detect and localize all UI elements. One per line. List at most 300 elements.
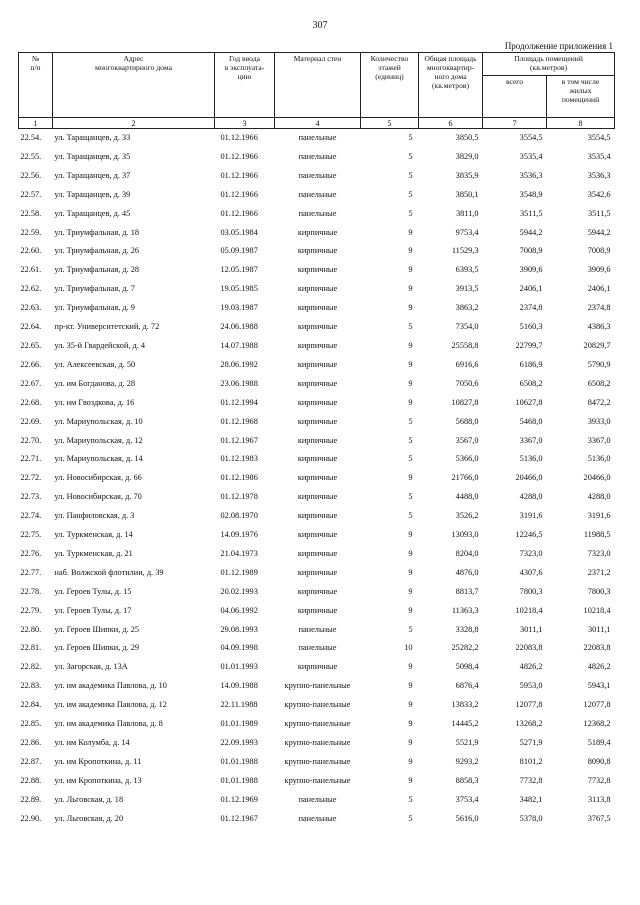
- table-row: [19, 432, 615, 451]
- address-cell: ул. Туркменская, д. 14: [54, 530, 133, 540]
- row-number: 22.64.: [20, 322, 42, 332]
- address-cell: ул. Таращанцев, д. 37: [54, 170, 131, 180]
- header-total-area: Общая площадь многоквартир- ного дома (кв.метров): [419, 53, 483, 118]
- table-header-row: [19, 53, 615, 76]
- premises-residential-cell: 8472,2: [587, 397, 611, 407]
- floors-cell: 5: [408, 189, 413, 199]
- housing-table: [18, 52, 615, 829]
- premises-residential-cell: 20466,0: [583, 473, 611, 483]
- premises-total-cell: 5944,2: [519, 227, 543, 237]
- material-cell: кирпичные: [297, 530, 338, 540]
- row-number: 22.62.: [20, 284, 42, 294]
- row-number: 22.81.: [20, 643, 42, 653]
- total-area-cell: 3913,5: [455, 284, 479, 294]
- total-area-cell: 8858,3: [455, 775, 479, 785]
- address-cell: ул. им Богданова, д. 28: [54, 378, 136, 388]
- total-area-cell: 3829,0: [455, 151, 479, 161]
- year-cell: 01.12.1968: [220, 416, 258, 426]
- material-cell: кирпичные: [297, 416, 338, 426]
- floors-cell: 9: [408, 246, 413, 256]
- total-area-cell: 3811,0: [455, 208, 479, 218]
- premises-total-cell: 8101,2: [519, 756, 543, 766]
- row-number: 22.72.: [20, 473, 42, 483]
- row-number: 22.73.: [20, 492, 42, 502]
- address-cell: ул. Новосибирская, д. 70: [54, 492, 142, 502]
- total-area-cell: 5616,0: [455, 813, 479, 823]
- floors-cell: 9: [408, 681, 413, 691]
- total-area-cell: 5098,4: [455, 662, 479, 672]
- year-cell: 14.07.1988: [220, 340, 258, 350]
- row-number: 22.54.: [20, 133, 42, 142]
- total-area-cell: 13093,0: [451, 530, 479, 540]
- floors-cell: 9: [408, 662, 413, 672]
- row-number: 22.90.: [20, 813, 42, 823]
- year-cell: 20.02.1993: [220, 586, 258, 596]
- premises-residential-cell: 5943,1: [587, 681, 611, 691]
- column-number: 7: [483, 118, 547, 129]
- material-cell: крупно-панельные: [284, 756, 351, 766]
- premises-residential-cell: 5136,0: [587, 454, 611, 464]
- header-premises-area: Площадь помещений (кв.метров): [483, 53, 615, 76]
- address-cell: ул. Таращанцев, д. 39: [54, 189, 131, 199]
- table-row: [19, 791, 615, 810]
- header-year: Год ввода в эксплуата- цию: [215, 53, 275, 118]
- total-area-cell: 3850,5: [455, 133, 479, 142]
- floors-cell: 9: [408, 303, 413, 313]
- material-cell: крупно-панельные: [284, 681, 351, 691]
- total-area-cell: 6916,6: [455, 359, 479, 369]
- row-number: 22.61.: [20, 265, 42, 275]
- row-number: 22.86.: [20, 738, 42, 747]
- floors-cell: 5: [408, 322, 413, 332]
- material-cell: кирпичные: [297, 435, 338, 445]
- premises-total-cell: 3482,1: [519, 794, 543, 804]
- material-cell: кирпичные: [297, 246, 338, 256]
- table-row: [19, 186, 615, 205]
- floors-cell: 9: [408, 378, 413, 388]
- premises-total-cell: 2374,8: [519, 303, 543, 313]
- column-number: 1: [19, 118, 53, 129]
- total-area-cell: 3567,0: [455, 435, 479, 445]
- premises-residential-cell: 3511,5: [588, 208, 611, 218]
- header-no: № п/п: [19, 53, 53, 118]
- premises-residential-cell: 5944,2: [587, 227, 611, 237]
- row-number: 22.55.: [20, 151, 42, 161]
- premises-residential-cell: 22083,8: [583, 643, 611, 653]
- address-cell: ул. Героев Шипки, д. 29: [54, 643, 140, 653]
- year-cell: 01.12.1967: [220, 813, 258, 823]
- table-row: [19, 715, 615, 734]
- address-cell: ул. им академика Павлова, д. 12: [54, 700, 167, 710]
- total-area-cell: 5521,9: [455, 738, 479, 747]
- row-number: 22.67.: [20, 378, 42, 388]
- premises-total-cell: 2406,1: [519, 284, 543, 294]
- premises-total-cell: 10627,8: [515, 397, 543, 407]
- row-number: 22.79.: [20, 605, 42, 615]
- table-row: [19, 450, 615, 469]
- year-cell: 01.12.1978: [220, 492, 258, 502]
- address-cell: ул. Таращанцев, д. 45: [54, 208, 131, 218]
- row-number: 22.68.: [20, 397, 42, 407]
- year-cell: 14.09.1988: [220, 681, 258, 691]
- year-cell: 01.12.1966: [220, 151, 258, 161]
- material-cell: кирпичные: [297, 548, 338, 558]
- address-cell: ул. им Кропоткина, д. 11: [54, 756, 142, 766]
- header-address: Адрес многоквартирного дома: [53, 53, 215, 118]
- address-cell: ул. Героев Тулы, д. 17: [54, 605, 132, 615]
- premises-residential-cell: 3767,5: [587, 813, 611, 823]
- address-cell: ул. Триумфальная, д. 7: [54, 284, 135, 294]
- premises-total-cell: 20466,0: [515, 473, 543, 483]
- material-cell: крупно-панельные: [284, 738, 351, 747]
- row-number: 22.77.: [20, 567, 42, 577]
- total-area-cell: 3753,4: [455, 794, 479, 804]
- row-number: 22.71.: [20, 454, 42, 464]
- table-row: [19, 564, 615, 583]
- address-cell: ул. Героев Тулы, д. 15: [54, 586, 132, 596]
- material-cell: кирпичные: [297, 359, 338, 369]
- floors-cell: 9: [408, 284, 413, 294]
- row-number: 22.74.: [20, 511, 42, 521]
- address-cell: наб. Волжской флотилии, д. 39: [54, 567, 164, 577]
- year-cell: 23.06.1988: [220, 378, 258, 388]
- premises-residential-cell: 3011,1: [588, 624, 611, 634]
- total-area-cell: 6393,5: [455, 265, 479, 275]
- total-area-cell: 10827,8: [451, 397, 479, 407]
- premises-total-cell: 4307,6: [519, 567, 543, 577]
- year-cell: 22.09.1993: [220, 738, 258, 747]
- floors-cell: 5: [408, 492, 413, 502]
- material-cell: панельные: [298, 794, 337, 804]
- floors-cell: 5: [408, 435, 413, 445]
- address-cell: ул. Триумфальная, д. 26: [54, 246, 140, 256]
- address-cell: ул. им Колумба, д. 14: [54, 738, 130, 747]
- total-area-cell: 3863,2: [455, 303, 479, 313]
- year-cell: 03.05.1984: [220, 227, 258, 237]
- year-cell: 01.01.1988: [220, 756, 258, 766]
- premises-residential-cell: 3933,0: [587, 416, 611, 426]
- row-number: 22.85.: [20, 719, 42, 729]
- year-cell: 28.06.1992: [220, 359, 258, 369]
- premises-total-cell: 22083,8: [515, 643, 543, 653]
- year-cell: 05.09.1987: [220, 246, 258, 256]
- premises-residential-cell: 2374,8: [587, 303, 611, 313]
- continuation-note: Продолжение приложения 1: [504, 41, 613, 51]
- total-area-cell: 13833,2: [451, 700, 479, 710]
- table-row: [19, 639, 615, 658]
- total-area-cell: 3328,8: [455, 624, 479, 634]
- premises-total-cell: 4288,0: [519, 492, 543, 502]
- premises-residential-cell: 7800,3: [587, 586, 611, 596]
- table-row: [19, 148, 615, 167]
- year-cell: 21.04.1973: [220, 548, 258, 558]
- premises-residential-cell: 4826,2: [587, 662, 611, 672]
- material-cell: кирпичные: [297, 265, 338, 275]
- header-premises-total: всего: [483, 76, 547, 118]
- floors-cell: 9: [408, 530, 413, 540]
- premises-total-cell: 6186,9: [519, 359, 543, 369]
- address-cell: ул. Панфиловская, д. 3: [54, 511, 135, 521]
- table-row: [19, 356, 615, 375]
- premises-total-cell: 3367,0: [519, 435, 543, 445]
- year-cell: 01.01.1993: [220, 662, 258, 672]
- year-cell: 19.05.1985: [220, 284, 258, 294]
- material-cell: кирпичные: [297, 322, 338, 332]
- table-row: [19, 261, 615, 280]
- row-number: 22.76.: [20, 548, 42, 558]
- premises-total-cell: 10218,4: [515, 605, 543, 615]
- address-cell: ул. Новосибирская, д. 66: [54, 473, 142, 483]
- premises-residential-cell: 3536,3: [587, 170, 611, 180]
- material-cell: кирпичные: [297, 284, 338, 294]
- row-number: 22.78.: [20, 586, 42, 596]
- table-row: [19, 167, 615, 186]
- year-cell: 12.05.1987: [220, 265, 258, 275]
- premises-total-cell: 12246,5: [515, 530, 543, 540]
- column-number-row: [19, 118, 615, 129]
- row-number: 22.75.: [20, 530, 42, 540]
- premises-total-cell: 6508,2: [519, 378, 543, 388]
- row-number: 22.80.: [20, 624, 42, 634]
- material-cell: крупно-панельные: [284, 719, 351, 729]
- table-row: [19, 242, 615, 261]
- page-number: 307: [312, 20, 328, 31]
- premises-total-cell: 5160,3: [519, 322, 543, 332]
- floors-cell: 5: [408, 208, 413, 218]
- address-cell: ул. Триумфальная, д. 18: [54, 227, 140, 237]
- row-number: 22.59.: [20, 227, 42, 237]
- total-area-cell: 14445,2: [451, 719, 479, 729]
- premises-residential-cell: 11988,5: [583, 530, 611, 540]
- row-number: 22.60.: [20, 246, 42, 256]
- row-number: 22.84.: [20, 700, 42, 710]
- year-cell: 04.06.1992: [220, 605, 258, 615]
- material-cell: панельные: [298, 133, 337, 142]
- row-number: 22.63.: [20, 303, 42, 313]
- address-cell: ул. Туркменская, д. 21: [54, 548, 133, 558]
- floors-cell: 9: [408, 548, 413, 558]
- column-number: 4: [275, 118, 361, 129]
- premises-residential-cell: 4288,0: [587, 492, 611, 502]
- address-cell: ул. Мариупольская, д. 12: [54, 435, 143, 445]
- floors-cell: 5: [408, 454, 413, 464]
- year-cell: 24.06.1988: [220, 322, 258, 332]
- floors-cell: 9: [408, 567, 413, 577]
- row-number: 22.82.: [20, 662, 42, 672]
- material-cell: кирпичные: [297, 340, 338, 350]
- material-cell: кирпичные: [297, 303, 338, 313]
- total-area-cell: 11529,3: [451, 246, 479, 256]
- total-area-cell: 5688,0: [455, 416, 479, 426]
- material-cell: кирпичные: [297, 397, 338, 407]
- premises-residential-cell: 3909,6: [587, 265, 611, 275]
- column-number: 3: [215, 118, 275, 129]
- total-area-cell: 3526,2: [455, 511, 479, 521]
- premises-total-cell: 3548,9: [519, 189, 543, 199]
- premises-total-cell: 22799,7: [515, 340, 543, 350]
- address-cell: ул. Загорская, д. 13А: [54, 662, 128, 672]
- table-row: [19, 658, 615, 677]
- table-row: [19, 621, 615, 640]
- row-number: 22.88.: [20, 775, 42, 785]
- total-area-cell: 8204,0: [455, 548, 479, 558]
- floors-cell: 5: [408, 151, 413, 161]
- table-row: [19, 545, 615, 564]
- table-row: [19, 299, 615, 318]
- premises-total-cell: 3554,5: [519, 133, 543, 142]
- address-cell: ул. им академика Павлова, д. 8: [54, 719, 163, 729]
- table-row: [19, 375, 615, 394]
- material-cell: крупно-панельные: [284, 700, 351, 710]
- year-cell: 14.09.1976: [220, 530, 258, 540]
- row-number: 22.56.: [20, 170, 42, 180]
- year-cell: 22.11.1988: [220, 700, 258, 710]
- premises-residential-cell: 7732,8: [587, 775, 611, 785]
- premises-residential-cell: 10218,4: [583, 605, 611, 615]
- premises-total-cell: 5953,0: [519, 681, 543, 691]
- floors-cell: 5: [408, 813, 413, 823]
- row-number: 22.70.: [20, 435, 42, 445]
- premises-total-cell: 7323,0: [519, 548, 543, 558]
- table-row: [19, 772, 615, 791]
- header-floors: Количество этажей (единиц): [361, 53, 419, 118]
- total-area-cell: 9753,4: [455, 227, 479, 237]
- material-cell: панельные: [298, 624, 337, 634]
- premises-residential-cell: 3191,6: [587, 511, 611, 521]
- total-area-cell: 4488,0: [455, 492, 479, 502]
- table-row: [19, 583, 615, 602]
- floors-cell: 9: [408, 738, 413, 747]
- table-row: [19, 488, 615, 507]
- premises-total-cell: 3011,1: [519, 624, 543, 634]
- address-cell: ул. Героев Шипки, д. 25: [54, 624, 140, 634]
- premises-total-cell: 13268,2: [515, 719, 543, 729]
- premises-residential-cell: 3367,0: [587, 435, 611, 445]
- header-material: Материал стен: [275, 53, 361, 118]
- floors-cell: 9: [408, 700, 413, 710]
- material-cell: кирпичные: [297, 662, 338, 672]
- premises-residential-cell: 8090,8: [587, 756, 611, 766]
- address-cell: ул. Триумфальная, д. 28: [54, 265, 140, 275]
- floors-cell: 9: [408, 340, 413, 350]
- total-area-cell: 11363,3: [451, 605, 479, 615]
- column-number: 2: [53, 118, 215, 129]
- premises-residential-cell: 12077,8: [583, 700, 611, 710]
- premises-total-cell: 7732,8: [519, 775, 543, 785]
- table-row: [19, 318, 615, 337]
- total-area-cell: 7354,0: [455, 322, 479, 332]
- year-cell: 01.12.1989: [220, 567, 258, 577]
- address-cell: ул. 35-й Гвардейской, д. 4: [54, 340, 146, 350]
- floors-cell: 5: [408, 794, 413, 804]
- year-cell: 01.12.1966: [220, 170, 258, 180]
- premises-residential-cell: 2371,2: [587, 567, 611, 577]
- table-row: [19, 337, 615, 356]
- year-cell: 01.01.1988: [220, 775, 258, 785]
- premises-total-cell: 3536,3: [519, 170, 543, 180]
- premises-residential-cell: 2406,1: [587, 284, 611, 294]
- address-cell: ул. им Гвоздкова, д. 16: [54, 397, 135, 407]
- floors-cell: 9: [408, 719, 413, 729]
- material-cell: кирпичные: [297, 586, 338, 596]
- address-cell: ул. им академика Павлова, д. 10: [54, 681, 167, 691]
- premises-total-cell: 7800,3: [519, 586, 543, 596]
- premises-total-cell: 7008,9: [519, 246, 543, 256]
- premises-total-cell: 3909,6: [519, 265, 543, 275]
- floors-cell: 5: [408, 133, 413, 142]
- premises-total-cell: 5378,0: [519, 813, 543, 823]
- year-cell: 01.12.1986: [220, 473, 258, 483]
- address-cell: ул. Алексеевская, д. 50: [54, 359, 136, 369]
- total-area-cell: 25558,8: [451, 340, 479, 350]
- material-cell: панельные: [298, 643, 337, 653]
- year-cell: 01.12.1966: [220, 189, 258, 199]
- table-row: [19, 696, 615, 715]
- row-number: 22.69.: [20, 416, 42, 426]
- year-cell: 19.03.1987: [220, 303, 258, 313]
- table-row: [19, 810, 615, 829]
- premises-residential-cell: 4386,3: [587, 322, 611, 332]
- premises-total-cell: 5468,0: [519, 416, 543, 426]
- premises-residential-cell: 5189,4: [587, 738, 611, 747]
- table-row: [19, 224, 615, 243]
- total-area-cell: 3835,9: [455, 170, 479, 180]
- total-area-cell: 5366,0: [455, 454, 479, 464]
- floors-cell: 10: [404, 643, 413, 653]
- premises-total-cell: 3191,6: [519, 511, 543, 521]
- total-area-cell: 25282,2: [451, 643, 479, 653]
- row-number: 22.83.: [20, 681, 42, 691]
- material-cell: кирпичные: [297, 605, 338, 615]
- material-cell: панельные: [298, 189, 337, 199]
- address-cell: ул. Таращанцев, д. 35: [54, 151, 131, 161]
- table-row: [19, 413, 615, 432]
- premises-residential-cell: 3113,8: [588, 794, 611, 804]
- year-cell: 01.12.1994: [220, 397, 258, 407]
- material-cell: панельные: [298, 813, 337, 823]
- total-area-cell: 7050,6: [455, 378, 479, 388]
- material-cell: кирпичные: [297, 492, 338, 502]
- table-row: [19, 734, 615, 753]
- premises-total-cell: 4826,2: [519, 662, 543, 672]
- premises-residential-cell: 12368,2: [583, 719, 611, 729]
- table-row: [19, 129, 615, 148]
- material-cell: кирпичные: [297, 227, 338, 237]
- material-cell: панельные: [298, 208, 337, 218]
- material-cell: панельные: [298, 170, 337, 180]
- table-row: [19, 507, 615, 526]
- premises-total-cell: 3511,5: [519, 208, 543, 218]
- floors-cell: 9: [408, 586, 413, 596]
- table-row: [19, 205, 615, 224]
- floors-cell: 5: [408, 170, 413, 180]
- address-cell: ул. Триумфальная, д. 9: [54, 303, 135, 313]
- year-cell: 01.12.1966: [220, 133, 258, 142]
- year-cell: 01.01.1989: [220, 719, 258, 729]
- table-row: [19, 602, 615, 621]
- year-cell: 01.12.1967: [220, 435, 258, 445]
- table-row: [19, 526, 615, 545]
- premises-total-cell: 5136,0: [519, 454, 543, 464]
- total-area-cell: 3850,1: [455, 189, 479, 199]
- row-number: 22.57.: [20, 189, 42, 199]
- floors-cell: 9: [408, 227, 413, 237]
- premises-residential-cell: 3542,6: [587, 189, 611, 199]
- premises-residential-cell: 5790,9: [587, 359, 611, 369]
- year-cell: 02.08.1970: [220, 511, 258, 521]
- column-number: 6: [419, 118, 483, 129]
- year-cell: 01.12.1983: [220, 454, 258, 464]
